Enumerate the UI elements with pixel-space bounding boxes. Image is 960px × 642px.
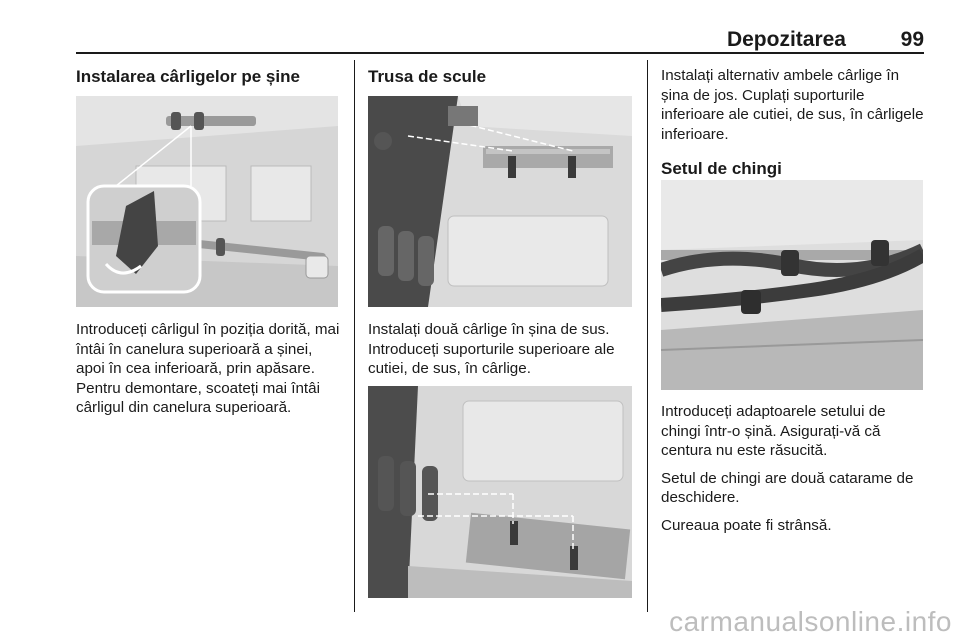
page-number: 99 <box>900 28 924 51</box>
column-divider-left <box>354 60 355 612</box>
paragraph-strap-adapters: Introduceți adaptoarele setului de chingi într-o șină. Asigurați-vă că centura nu este răsucită. <box>661 403 886 459</box>
paragraph-lower-rail: Instalați alternativ ambele cârlige în șina de jos. Cuplați suporturile inferioare ale cutiei, de sus, în cârligele inferioare. <box>661 67 924 143</box>
column-divider-right <box>647 60 648 612</box>
column1-text <box>76 320 342 418</box>
watermark: carmanualsonline.info <box>669 606 952 637</box>
column3-text <box>661 402 927 535</box>
paragraph-hook-installation: Introduceți cârligul în poziția dorită, mai întâi în canelura superioară a șinei, apoi în cea inferioară, prin apăsare. Pentru demontare, scoateți mai întâi cârligul din canelura superioară. <box>76 321 340 416</box>
paragraph-strap-buckles: Setul de chingi are două catarame de deschidere. <box>661 469 914 506</box>
page-header <box>76 28 924 52</box>
figure-toolkit-top-rail <box>368 96 632 307</box>
section-name: Depozitarea <box>726 28 846 51</box>
heading-hook-installation: Instalarea cârligelor pe șine <box>76 67 300 86</box>
paragraph-toolkit: Instalați două cârlige în șina de sus. Introduceți suporturile superioare ale cutiei, de sus, în cârlige. <box>368 321 615 377</box>
paragraph-strap-tighten: Cureaua poate fi strânsă. <box>661 516 832 534</box>
header-rule <box>76 52 924 54</box>
figure-hook-rail <box>76 96 338 307</box>
column-toolkit <box>368 60 634 88</box>
figure-strap-set <box>661 180 923 390</box>
column2-text <box>368 320 636 379</box>
column-hook-installation <box>76 60 340 88</box>
heading-strap-set: Setul de chingi <box>661 159 782 178</box>
column-strap-set <box>661 60 925 180</box>
figure-toolkit-bottom-rail <box>368 386 632 598</box>
heading-toolkit: Trusa de scule <box>368 67 487 86</box>
